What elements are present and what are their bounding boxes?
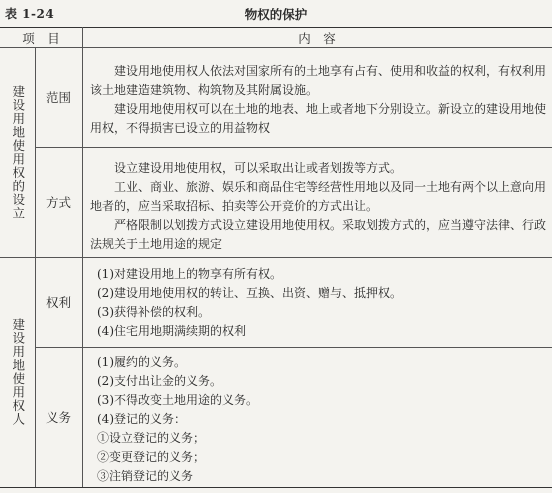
list-item: ③注销登记的义务 <box>97 469 194 483</box>
table-number: 表 1-24 <box>5 7 55 21</box>
table-bottom-rule <box>0 487 552 488</box>
sub-item-label: 权利 <box>45 295 71 310</box>
content-paragraph: 工业、商业、旅游、娱乐和商品住宅等经营性用地以及同一土地有两个以上意向用地者的，应当采取招标、拍卖等公开竞价的方式出让。 <box>90 180 547 213</box>
list-item: (2)建设用地使用权的转让、互换、出资、赠与、抵押权。 <box>97 286 403 300</box>
list-item: ①设立登记的义务； <box>97 431 206 445</box>
list-item: ②变更登记的义务； <box>97 450 206 464</box>
list-item: (4)登记的义务： <box>97 412 186 426</box>
table-caption <box>0 0 552 24</box>
section-label: 建设用地使用权的设立 <box>10 84 26 220</box>
list-item: (3)不得改变土地用途的义务。 <box>97 393 258 407</box>
list-item: (1)对建设用地上的物享有所有权。 <box>97 267 282 281</box>
sub-item-label: 义务 <box>45 410 71 425</box>
property-rights-table <box>0 27 552 489</box>
list-item: (1)履约的义务。 <box>97 355 186 369</box>
header-content: 内 容 <box>298 30 336 46</box>
content-paragraph: 建设用地使用权人依法对国家所有的土地享有占有、使用和收益的权利，有权利用该土地建造建筑物、构筑物及其附属设施。 <box>90 64 547 97</box>
sub-item-label: 方式 <box>45 195 71 210</box>
row-divider <box>35 147 552 148</box>
list-item: (4)住宅用地期满续期的权利 <box>97 324 246 338</box>
section-label: 建设用地使用权人 <box>10 318 26 426</box>
content-paragraph: 严格限制以划拨方式设立建设用地使用权。采取划拨方式的，应当遵守法律、行政法规关于土地用途的规定 <box>90 218 547 251</box>
content-paragraph: 建设用地使用权可以在土地的地表、地上或者地下分别设立。新设立的建设用地使用权，不得损害已设立的用益物权 <box>90 102 547 135</box>
header-item: 项 目 <box>22 30 60 46</box>
list-item: (3)获得补偿的权利。 <box>97 305 210 319</box>
list-item: (2)支付出让金的义务。 <box>97 374 222 388</box>
table-title: 物权的保护 <box>244 7 308 22</box>
column-divider <box>82 27 83 487</box>
duties-list <box>97 353 537 486</box>
row-divider <box>35 347 552 348</box>
rights-list <box>97 265 537 341</box>
content-paragraph: 设立建设用地使用权，可以采取出让或者划拨等方式。 <box>114 161 403 175</box>
sub-item-label: 范围 <box>45 90 71 105</box>
